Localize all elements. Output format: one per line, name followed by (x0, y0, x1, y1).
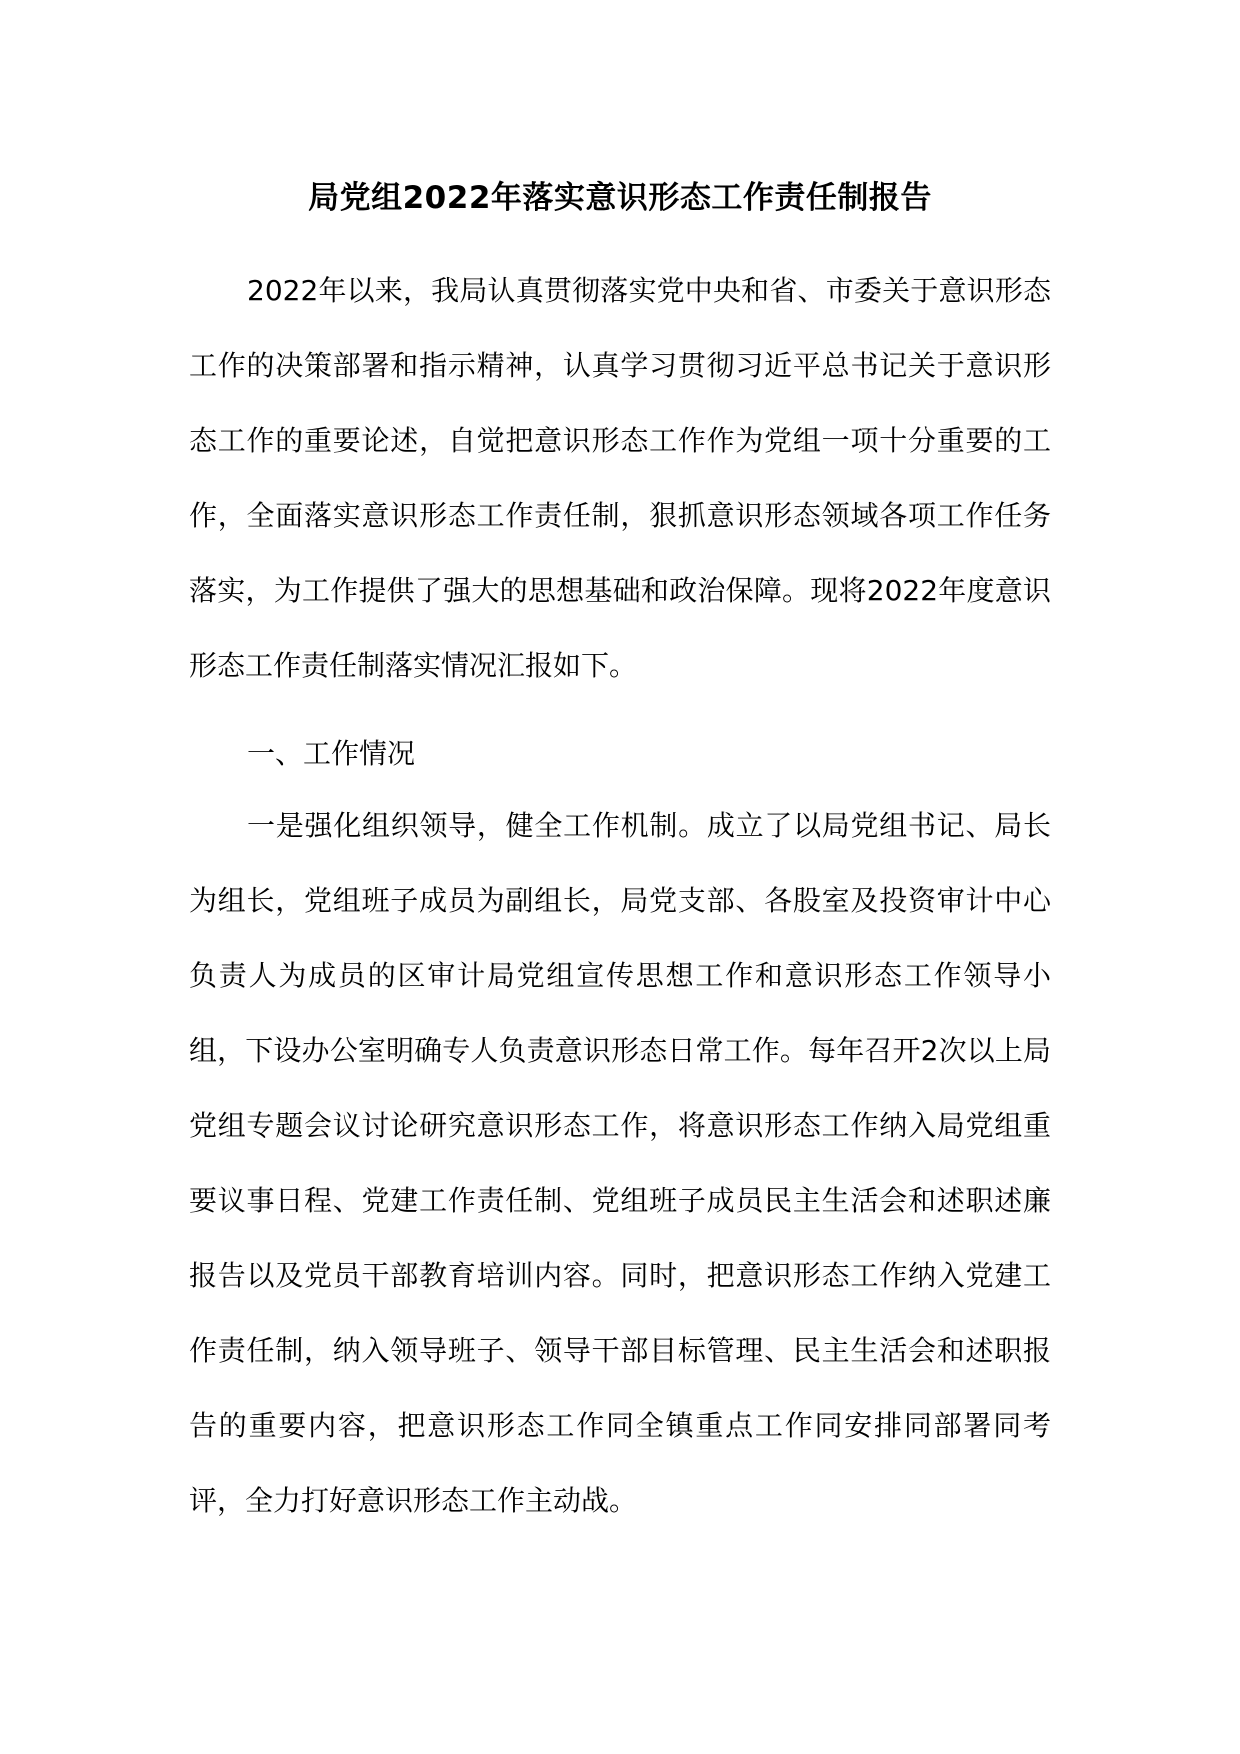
section-heading-text: 一、工作情况 (247, 737, 416, 770)
section-heading (189, 716, 1051, 791)
body-paragraph (189, 788, 1051, 1538)
document-title: 局党组2022年落实意识形态工作责任制报告 (308, 180, 932, 216)
intro-text: 2022年以来，我局认真贯彻落实党中央和省、市委关于意识形态工作的决策部署和指示精神，认真学习贯彻习近平总书记关于意识形态工作的重要论述，自觉把意识形态工作作为党组一项十分重要的工作，全面落实意识形态工作责任制，狠抓意识形态领域各项工作任务落实，为工作提供了强大的思想基础和政治保障。现将2022年度意识形态工作责任制落实情况汇报如下。 (189, 274, 1051, 682)
intro-paragraph (189, 253, 1051, 703)
body-paragraph-text: 一是强化组织领导，健全工作机制。成立了以局党组书记、局长为组长，党组班子成员为副组长，局党支部、各股室及投资审计中心负责人为成员的区审计局党组宣传思想工作和意识形态工作领导小组，下设办公室明确专人负责意识形态日常工作。每年召开2次以上局党组专题会议讨论研究意识形态工作，将意识形态工作纳入局党组重要议事日程、党建工作责任制、党组班子成员民主生活会和述职述廉报告以及党员干部教育培训内容。同时，把意识形态工作纳入党建工作责任制，纳入领导班子、领导干部目标管理、民主生活会和述职报告的重要内容，把意识形态工作同全镇重点工作同安排同部署同考评，全力打好意识形态工作主动战。 (189, 809, 1051, 1517)
